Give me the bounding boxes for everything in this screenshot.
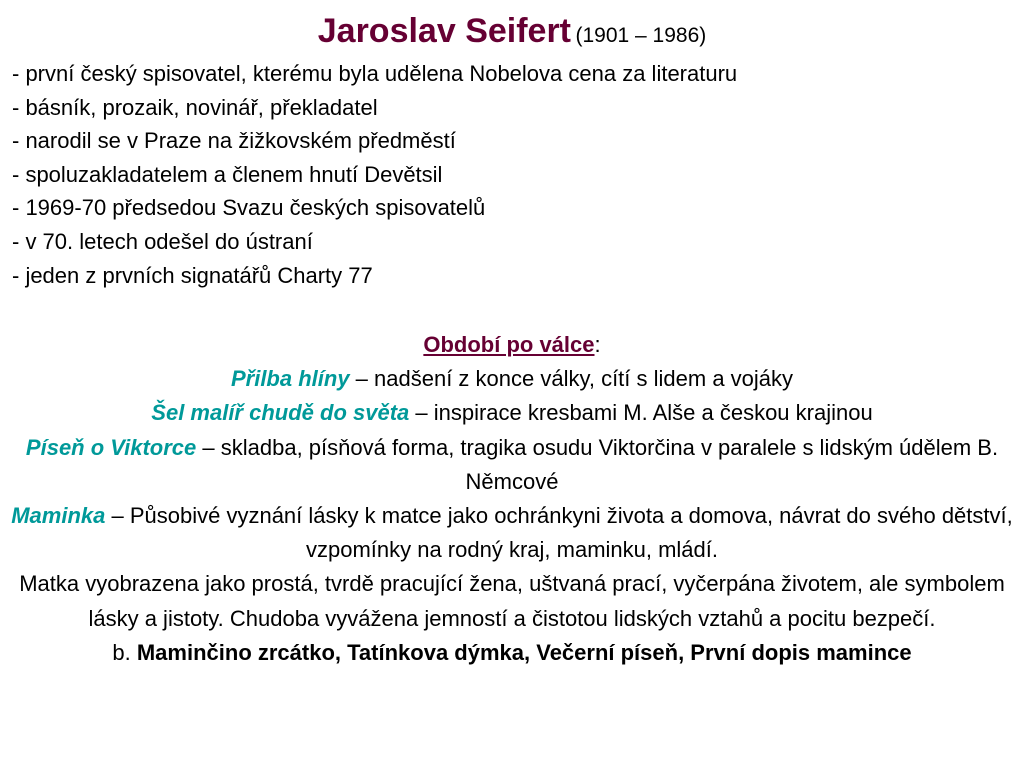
work-description: – inspirace kresbami M. Alše a českou krajinou [409,400,873,426]
biography-list [12,57,1012,292]
work-title: Přilba hlíny [230,366,350,392]
other-works-titles: Maminčino zrcátko, Tatínkova dýmka, Večerní píseň, První dopis mamince [136,639,912,665]
work-description: – nadšení z konce války, cítí s lidem a vojáky [349,366,794,392]
other-works-prefix: b. [112,639,137,665]
author-name: Jaroslav Seifert [317,12,572,50]
biography-item: - v 70. letech odešel do ústraní [12,228,313,254]
biography-item: - narodil se v Praze na žižkovském předměstí [12,128,456,154]
section-heading: Období po válce [423,332,595,357]
matka-paragraph: Matka vyobrazena jako prostá, tvrdě pracující žena, uštvaná prací, vyčerpána životem, ale symbolem lásky a jistoty. Chudoba vyvážena jemností a čistotou lidských vztahů a pocitu bezpečí. [19,571,1005,631]
work-entry [8,499,1016,567]
work-entry [8,431,1016,499]
section-heading-colon: : [594,332,601,357]
biography-item: - 1969-70 předsedou Svazu českých spisovatelů [12,195,486,221]
work-entry [8,396,1016,430]
work-title: Maminka [11,503,106,529]
work-title: Píseň o Viktorce [25,434,197,460]
biography-item: - jeden z prvních signatářů Charty 77 [12,262,373,288]
other-works-line [8,636,1016,670]
biography-item: - spoluzakladatelem a členem hnutí Devětsil [12,161,443,187]
author-years: (1901 – 1986) [575,24,707,47]
work-description: – Působivé vyznání lásky k matce jako ochránkyni života a domova, návrat do svého dětství, vzpomínky na rodný kraj, maminku, mládí. [105,503,1013,563]
work-entry [8,362,1016,396]
biography-item: - básník, prozaik, novinář, překladatel [12,94,378,120]
section-heading-line [8,328,1016,362]
biography-item: - první český spisovatel, kterému byla udělena Nobelova cena za literaturu [12,61,738,86]
work-description: – skladba, písňová forma, tragika osudu Viktorčina v paralele s lidským údělem B. Němcové [196,434,999,494]
work-title: Šel malíř chudě do světa [151,400,410,426]
slide-title [0,8,1024,61]
works-section [8,328,1016,670]
